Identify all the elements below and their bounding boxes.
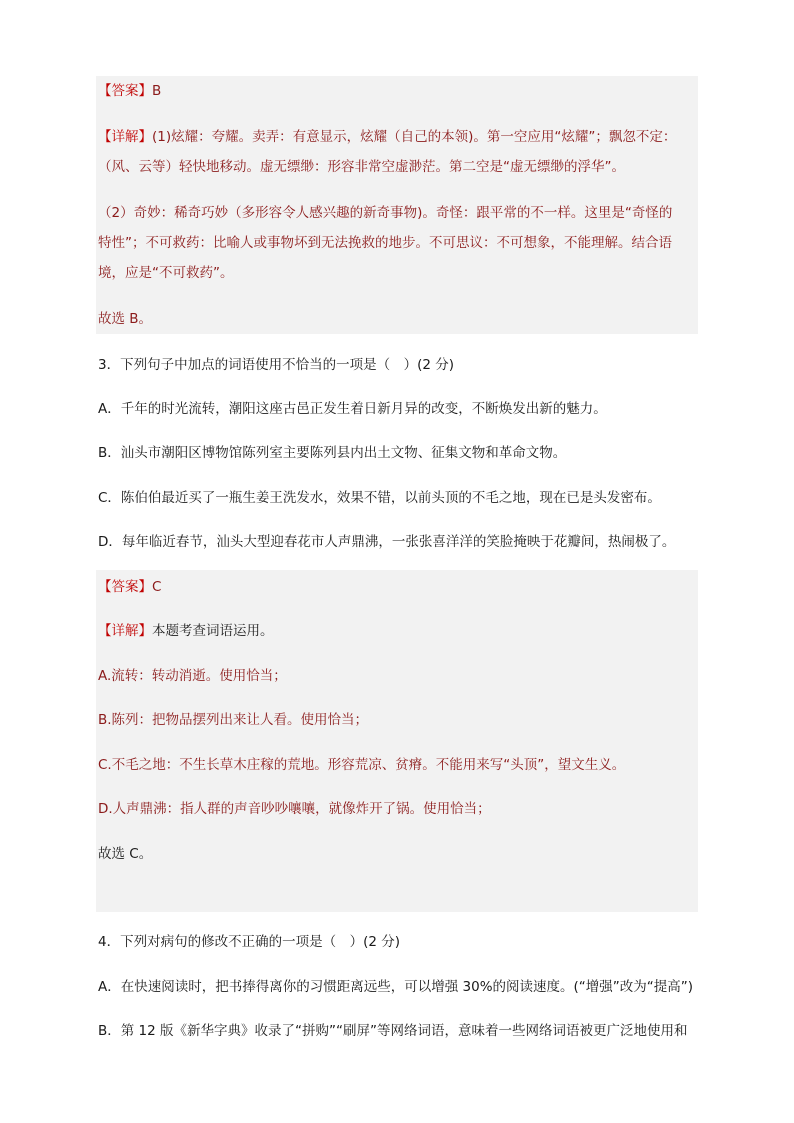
detail-option-d: D.人声鼎沸：指人群的声音吵吵嚷嚷，就像炸开了锅。使用恰当； xyxy=(98,801,491,817)
detail-line-1 xyxy=(98,128,676,146)
answer-value: B xyxy=(152,83,162,99)
detail-option-a: A.流转：转动消逝。使用恰当； xyxy=(98,668,287,684)
detail-tag: 【详解】 xyxy=(98,129,152,145)
answer-tag: 【答案】 xyxy=(98,579,152,595)
detail-option-c: C.不毛之地：不生长草木庄稼的荒地。形容荒凉、贫瘠。不能用来写“头顶”，望文生义。 xyxy=(98,757,626,773)
question-3-option-c: C．陈伯伯最近买了一瓶生姜王洗发水，效果不错，以前头顶的不毛之地，现在已是头发密布。 xyxy=(98,490,661,506)
detail-tag: 【详解】 xyxy=(98,623,152,639)
detail-text: (1)炫耀：夸耀。卖弄：有意显示，炫耀（自己的本领)。第一空应用“炫耀”；飘忽不定： xyxy=(152,129,677,145)
answer-line-1 xyxy=(98,82,161,100)
question-3-option-d: D．每年临近春节，汕头大型迎春花市人声鼎沸，一张张喜洋洋的笑脸掩映于花瓣间，热闹极了。 xyxy=(98,534,676,550)
question-3-stem: 3．下列句子中加点的词语使用不恰当的一项是（ ）(2 分) xyxy=(98,357,455,373)
detail-line-2: （风、云等）轻快地移动。虚无缥缈：形容非常空虚渺茫。第二空是“虚无缥缈的浮华”。 xyxy=(98,159,625,175)
detail-text: 本题考查词语运用。 xyxy=(152,623,274,639)
conclusion-line: 故选 C。 xyxy=(98,846,153,862)
detail-line-5: 境，应是“不可救药”。 xyxy=(98,265,234,281)
question-4-option-a: A．在快速阅读时，把书捧得离你的习惯距离远些，可以增强 30%的阅读速度。(“增强”改为“提高”) xyxy=(98,979,694,995)
answer-value: C xyxy=(152,579,162,595)
detail-line-1 xyxy=(98,622,274,640)
answer-tag: 【答案】 xyxy=(98,83,152,99)
conclusion-line: 故选 B。 xyxy=(98,311,153,327)
question-4-option-b: B．第 12 版《新华字典》收录了“拼购”“刷屏”等网络词语，意味着一些网络词语被更广泛地使用和 xyxy=(98,1023,688,1039)
question-3-option-a: A．千年的时光流转，潮阳这座古邑正发生着日新月异的改变，不断焕发出新的魅力。 xyxy=(98,401,607,417)
question-4-stem: 4．下列对病句的修改不正确的一项是（ ）(2 分) xyxy=(98,934,401,950)
question-3-option-b: B．汕头市潮阳区博物馆陈列室主要陈列县内出土文物、征集文物和革命文物。 xyxy=(98,445,567,461)
answer-line-2 xyxy=(98,578,161,596)
detail-line-3: （2）奇妙：稀奇巧妙（多形容令人感兴趣的新奇事物)。奇怪：跟平常的不一样。这里是“奇怪的 xyxy=(98,205,673,221)
detail-option-b: B.陈列：把物品摆列出来让人看。使用恰当； xyxy=(98,712,369,728)
detail-line-4: 特性”；不可救药：比喻人或事物坏到无法挽救的地步。不可思议：不可想象，不能理解。结合语 xyxy=(98,235,672,251)
